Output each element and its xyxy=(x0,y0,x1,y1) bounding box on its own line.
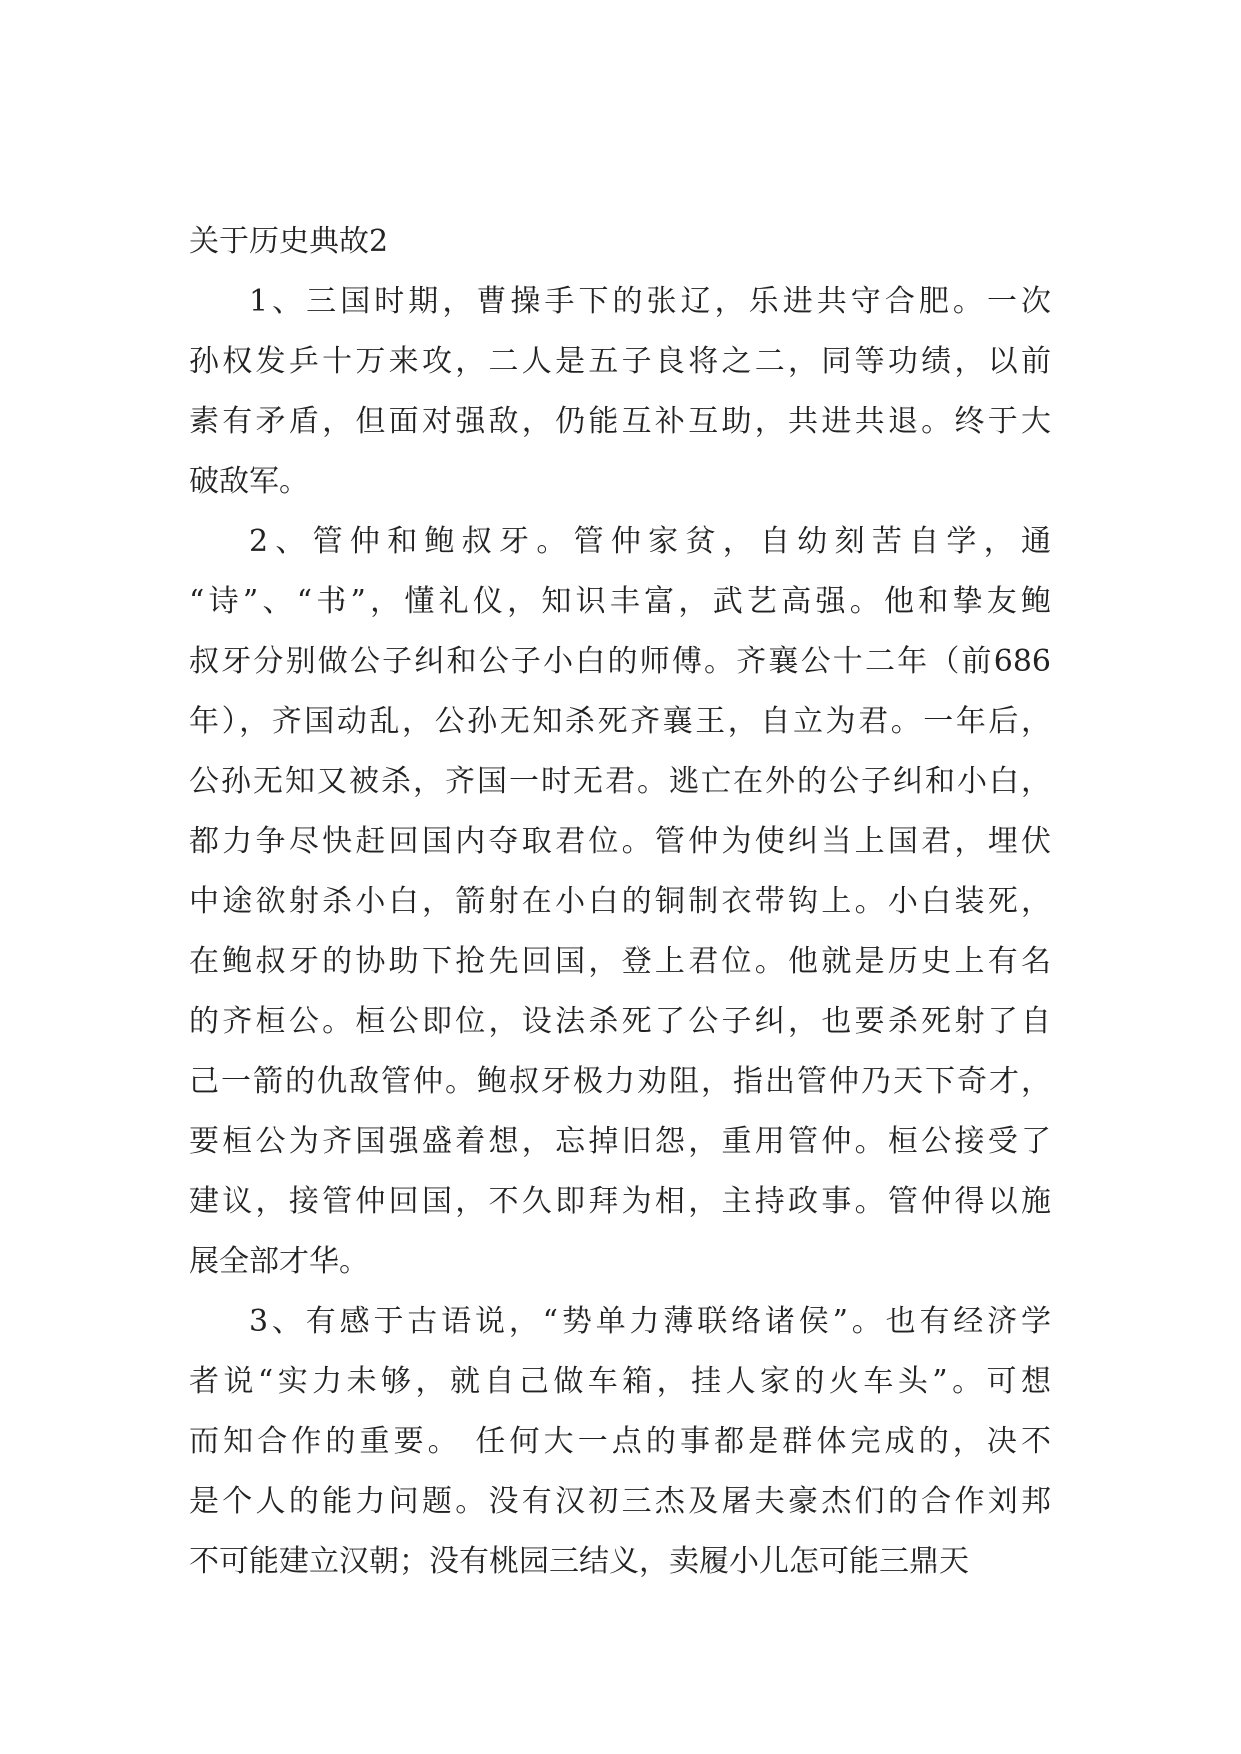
paragraph-line: 破敌军。 xyxy=(189,464,309,499)
paragraph-line: 都力争尽快赶回国内夺取君位。管仲为使纠当上国君，埋伏 xyxy=(189,824,1051,859)
paragraph-line: 孙权发乒十万来攻，二人是五子良将之二，同等功绩，以前 xyxy=(189,344,1051,379)
paragraph-list xyxy=(189,272,1051,1592)
paragraph-line: 建议，接管仲回国，不久即拜为相，主持政事。管仲得以施 xyxy=(189,1184,1051,1219)
paragraph-line: 不可能建立汉朝；没有桃园三结义，卖履小儿怎可能三鼎天 xyxy=(189,1544,969,1579)
paragraph-line: 公孙无知又被杀，齐国一时无君。逃亡在外的公子纠和小白， xyxy=(189,764,1051,799)
paragraph-line: 而知合作的重要。 任何大一点的事都是群体完成的，决不 xyxy=(189,1424,1051,1459)
document-body xyxy=(189,212,1051,1592)
paragraph-line: 要桓公为齐国强盛着想，忘掉旧怨，重用管仲。桓公接受了 xyxy=(189,1124,1051,1159)
body-paragraph xyxy=(189,512,1051,1292)
paragraph-line: 展全部才华。 xyxy=(189,1244,369,1279)
paragraph-line: 2、管仲和鲍叔牙。管仲家贫，自幼刻苦自学，通 xyxy=(249,524,1051,559)
paragraph-line: 是个人的能力问题。没有汉初三杰及屠夫豪杰们的合作刘邦 xyxy=(189,1484,1051,1519)
paragraph-line: “诗”、“书”，懂礼仪，知识丰富，武艺高强。他和挚友鲍 xyxy=(189,584,1051,619)
paragraph-line: 在鲍叔牙的协助下抢先回国，登上君位。他就是历史上有名 xyxy=(189,944,1051,979)
paragraph-line: 素有矛盾，但面对强敌，仍能互补互助，共进共退。终于大 xyxy=(189,404,1051,439)
paragraph-line: 年），齐国动乱，公孙无知杀死齐襄王，自立为君。一年后， xyxy=(189,704,1051,739)
body-paragraph xyxy=(189,1292,1051,1592)
paragraph-line: 中途欲射杀小白，箭射在小白的铜制衣带钩上。小白装死， xyxy=(189,884,1051,919)
paragraph-line: 的齐桓公。桓公即位，设法杀死了公子纠，也要杀死射了自 xyxy=(189,1004,1051,1039)
paragraph-line: 叔牙分别做公子纠和公子小白的师傅。齐襄公十二年（前686 xyxy=(189,644,1051,679)
body-paragraph xyxy=(189,272,1051,512)
paragraph-line: 己一箭的仇敌管仲。鲍叔牙极力劝阻，指出管仲乃天下奇才， xyxy=(189,1064,1051,1099)
document-title: 关于历史典故2 xyxy=(189,224,389,259)
paragraph-line: 1、三国时期，曹操手下的张辽，乐进共守合肥。一次 xyxy=(249,284,1051,319)
paragraph-line: 3、有感于古语说，“势单力薄联络诸侯”。也有经济学 xyxy=(249,1304,1051,1339)
paragraph-line: 者说“实力未够，就自己做车箱，挂人家的火车头”。可想 xyxy=(189,1364,1051,1399)
